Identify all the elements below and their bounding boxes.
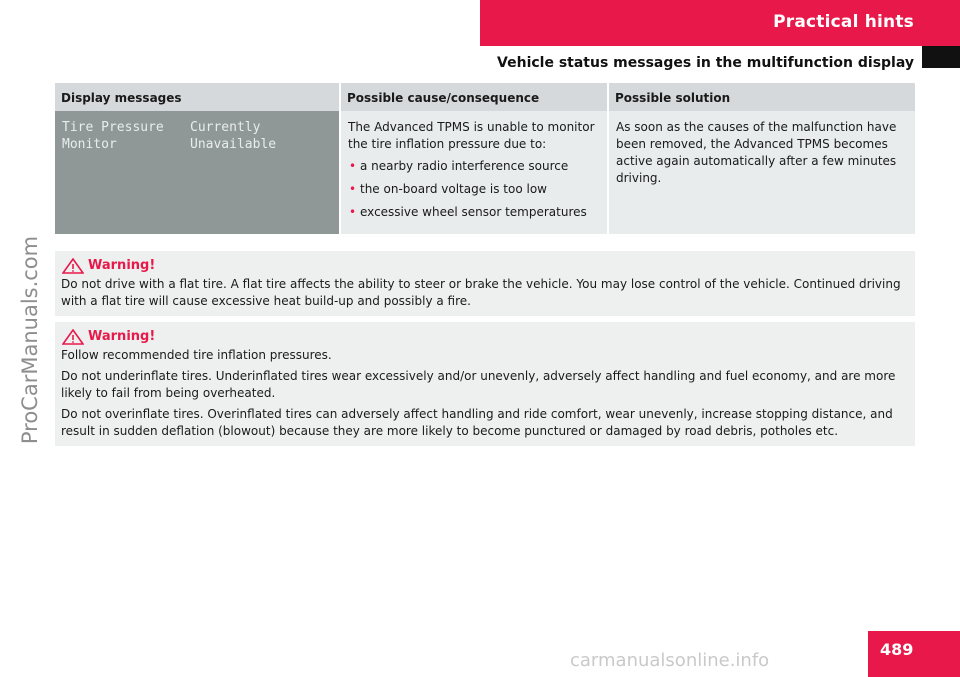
table-header-row (55, 83, 915, 111)
display-message-cell (55, 111, 340, 234)
column-header-cause: Possible cause/consequence (340, 83, 608, 111)
display-text: Monitor (62, 137, 117, 152)
page-subtitle: Vehicle status messages in the multifunction display (497, 55, 914, 71)
side-watermark: ProCarManuals.com (18, 235, 42, 445)
warning-box (55, 322, 915, 446)
display-text: Tire Pressure (62, 120, 164, 135)
warning-triangle-icon (62, 258, 84, 274)
warning-title: Warning! (88, 329, 156, 344)
display-text: Currently (190, 120, 261, 135)
warning-text: Do not overinflate tires. Overinflated tires can adversely affect handling and ride comfort, wear unevenly, increase stopping distance, and result in sudden deflation (blowout) because they are more likely to become punctured or damaged by road debris, potholes etc. (61, 407, 893, 438)
cause-list (348, 158, 600, 221)
warning-title: Warning! (88, 258, 156, 273)
table-row (55, 111, 915, 234)
solution-cell (608, 111, 915, 234)
status-message-table (55, 83, 915, 234)
page-number: 489 (880, 640, 914, 659)
list-item: • excessive wheel sensor temperatures (348, 204, 600, 221)
warning-box (55, 251, 915, 316)
list-item: • the on-board voltage is too low (348, 181, 600, 198)
cause-cell (340, 111, 608, 234)
warning-text: Do not underinflate tires. Underinflated tires wear excessively and/or unevenly, adversely affect handling and fuel economy, and are more likely to fail from being overheated. (61, 369, 896, 400)
solution-text: As soon as the causes of the malfunction have been removed, the Advanced TPMS becomes active again automatically after a few minutes driving. (616, 120, 897, 185)
section-tab-marker (922, 46, 960, 68)
footer-watermark: carmanualsonline.info (570, 650, 770, 671)
warning-text: Follow recommended tire inflation pressures. (61, 348, 332, 362)
display-text: Unavailable (190, 137, 277, 152)
section-title: Practical hints (773, 12, 914, 32)
warning-text: Do not drive with a flat tire. A flat tire affects the ability to steer or brake the vehicle. You may lose control of the vehicle. Continued driving with a flat tire will cause excessive heat build-up and possibly a fire. (61, 277, 901, 308)
cause-intro: The Advanced TPMS is unable to monitor the tire inflation pressure due to: (348, 120, 595, 151)
column-header-display: Display messages (55, 83, 340, 111)
warning-triangle-icon (62, 329, 84, 345)
column-header-solution: Possible solution (608, 83, 915, 111)
list-item: • a nearby radio interference source (348, 158, 600, 175)
